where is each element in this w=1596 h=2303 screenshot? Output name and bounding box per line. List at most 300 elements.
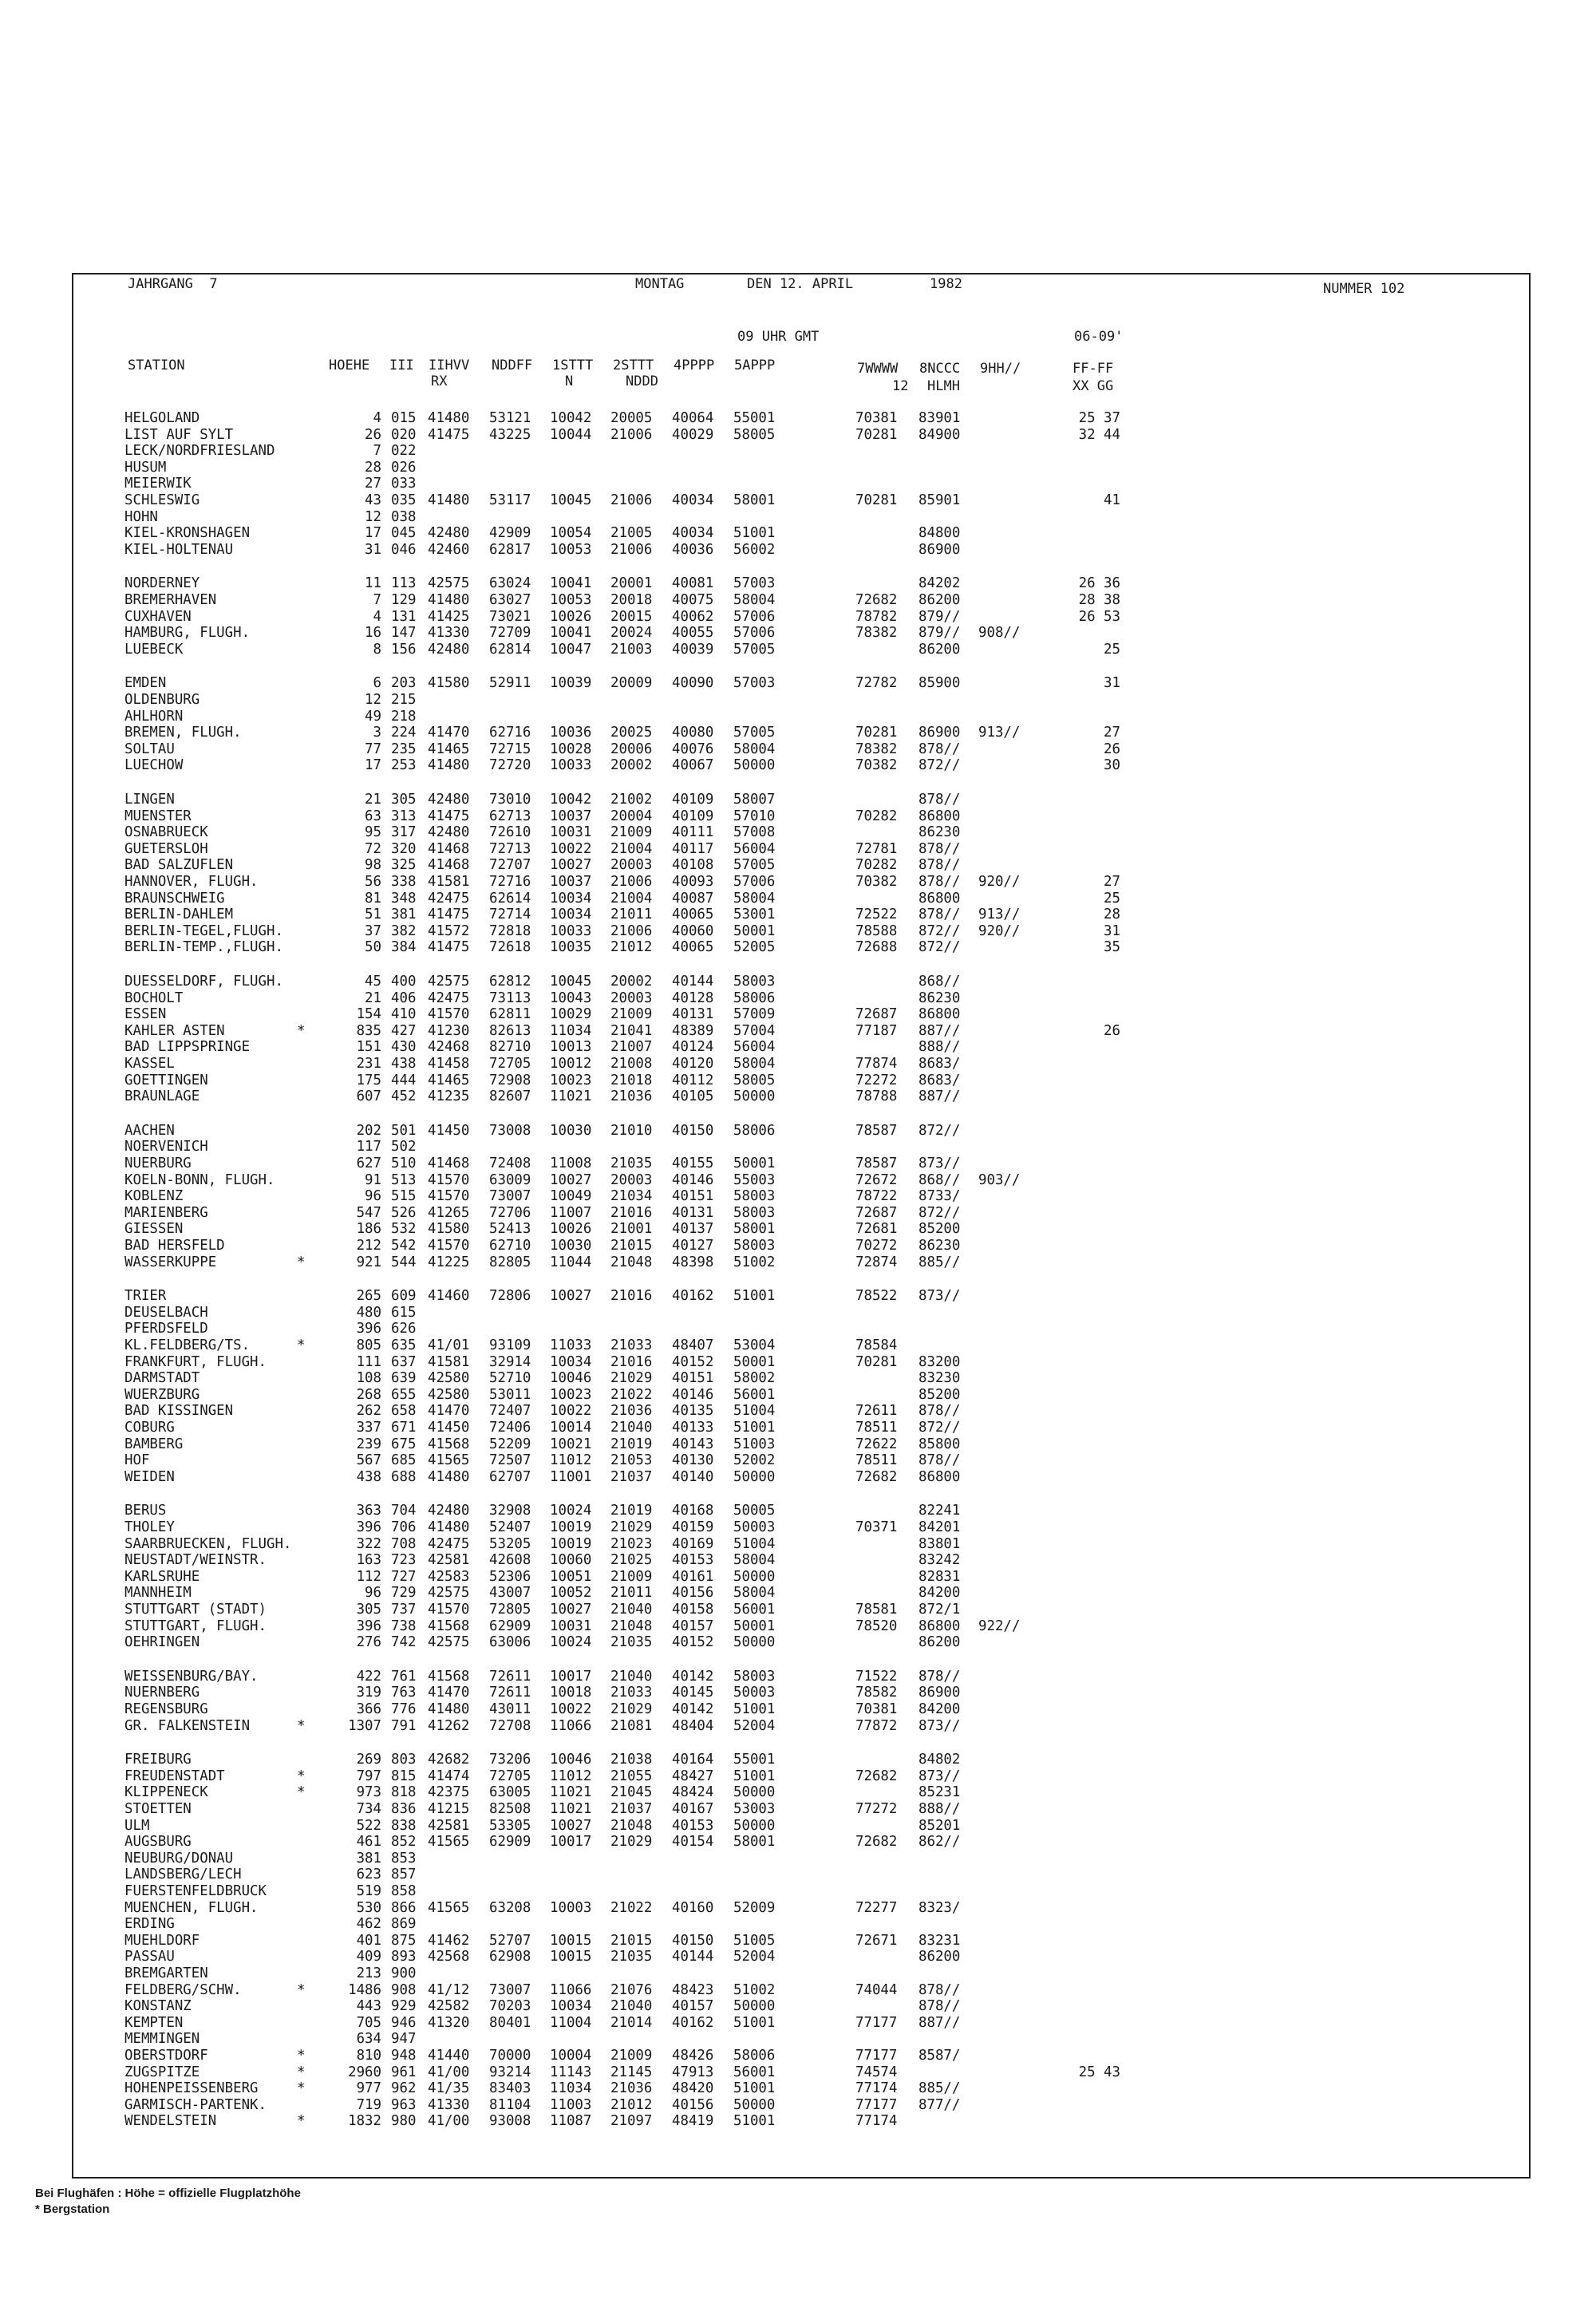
- code-v8: 8683/: [918, 1072, 961, 1088]
- code-v6: 50000: [733, 1569, 776, 1585]
- code-v2: 43011: [489, 1701, 531, 1717]
- station-height: 91: [365, 1172, 381, 1188]
- code-v6: 58003: [733, 1188, 776, 1204]
- code-v1: 41470: [428, 725, 470, 741]
- code-v4: 20002: [610, 757, 653, 773]
- code-v8: 83230: [918, 1370, 961, 1386]
- station-name: AUGSBURG: [124, 1834, 192, 1850]
- code-v1: 41565: [428, 1452, 470, 1468]
- station-height: 43: [365, 492, 381, 508]
- code-v3: 11001: [550, 1469, 592, 1485]
- code-v1: 41568: [428, 1669, 470, 1685]
- station-name: NEUSTADT/WEINSTR.: [124, 1552, 267, 1568]
- station-id: 615: [391, 1305, 417, 1321]
- station-name: NUERBURG: [124, 1155, 192, 1171]
- table-row: [0, 874, 1197, 890]
- station-height: 96: [365, 1585, 381, 1601]
- station-id: 348: [391, 891, 417, 907]
- code-v1: 41230: [428, 1023, 470, 1039]
- code-v4: 21018: [610, 1072, 653, 1088]
- code-v3: 10035: [550, 939, 592, 955]
- code-v8: 86200: [918, 592, 961, 608]
- station-name: MUEHLDORF: [124, 1933, 200, 1949]
- code-v4: 21041: [610, 1023, 653, 1039]
- station-height: 396: [356, 1618, 381, 1634]
- station-height: 3: [373, 725, 381, 741]
- col-iii: III: [389, 357, 414, 373]
- station-name: HANNOVER, FLUGH.: [124, 874, 259, 890]
- code-v1: 41570: [428, 1006, 470, 1022]
- station-id: 253: [391, 757, 417, 773]
- code-v2: 82508: [489, 1801, 531, 1817]
- station-id: 961: [391, 2064, 417, 2080]
- code-v1: 41480: [428, 1469, 470, 1485]
- station-height: 734: [356, 1801, 381, 1817]
- code-v5: 40143: [672, 1436, 714, 1452]
- station-height: 4: [373, 410, 381, 426]
- code-v3: 10053: [550, 542, 592, 558]
- code-v3: 11021: [550, 1784, 592, 1800]
- station-height: 627: [356, 1155, 381, 1171]
- code-v6: 58003: [733, 1238, 776, 1254]
- station-id: 852: [391, 1834, 417, 1850]
- code-v6: 51003: [733, 1436, 776, 1452]
- code-v2: 82613: [489, 1023, 531, 1039]
- station-name: WASSERKUPPE: [124, 1254, 217, 1270]
- table-row: [0, 1238, 1197, 1254]
- code-v6: 58004: [733, 741, 776, 757]
- wind-gust: 28: [1104, 907, 1120, 922]
- station-name: BAMBERG: [124, 1436, 184, 1452]
- station-name: ESSEN: [124, 1006, 167, 1022]
- code-v7: 77177: [855, 2015, 898, 2031]
- table-row: [0, 824, 1197, 840]
- code-v3: 10053: [550, 592, 592, 608]
- station-height: 381: [356, 1851, 381, 1866]
- code-v4: 21019: [610, 1503, 653, 1519]
- code-v1: 41262: [428, 1718, 470, 1734]
- code-v4: 21029: [610, 1701, 653, 1717]
- code-v2: 72720: [489, 757, 531, 773]
- wind-gust: 26: [1104, 1023, 1120, 1039]
- station-height: 973: [356, 1784, 381, 1800]
- station-name: MUENCHEN, FLUGH.: [124, 1900, 259, 1916]
- wind-gust: 25: [1104, 642, 1120, 658]
- table-row: [0, 476, 1197, 492]
- code-v5: 40161: [672, 1569, 714, 1585]
- code-v4: 21008: [610, 1056, 653, 1072]
- code-v2: 53121: [489, 410, 531, 426]
- station-id: 729: [391, 1585, 417, 1601]
- code-v7: 70281: [855, 492, 898, 508]
- code-v7: 77874: [855, 1056, 898, 1072]
- code-v2: 63024: [489, 575, 531, 591]
- code-v3: 10021: [550, 1436, 592, 1452]
- code-v5: 40080: [672, 725, 714, 741]
- code-v1: 42682: [428, 1752, 470, 1768]
- code-v8: 873//: [918, 1768, 961, 1784]
- code-v3: 10034: [550, 1998, 592, 2014]
- code-v8: 873//: [918, 1288, 961, 1304]
- code-v5: 40127: [672, 1238, 714, 1254]
- code-v3: 11143: [550, 2064, 592, 2080]
- station-name: WEISSENBURG/BAY.: [124, 1669, 259, 1685]
- station-name: MEMMINGEN: [124, 2031, 200, 2047]
- station-id: 544: [391, 1254, 417, 1270]
- code-v8: 878//: [918, 1403, 961, 1419]
- table-row: [0, 460, 1197, 476]
- station-id: 900: [391, 1965, 417, 1981]
- code-v6: 53003: [733, 1801, 776, 1817]
- station-height: 409: [356, 1949, 381, 1965]
- code-v8: 8683/: [918, 1056, 961, 1072]
- code-v5: 40157: [672, 1998, 714, 2014]
- code-v2: 72408: [489, 1155, 531, 1171]
- code-v8: 878//: [918, 841, 961, 857]
- code-v8: 86200: [918, 1949, 961, 1965]
- code-v7: 72682: [855, 592, 898, 608]
- code-v5: 40034: [672, 492, 714, 508]
- table-row: [0, 1139, 1197, 1155]
- col-5appp: 5APPP: [734, 357, 776, 373]
- code-v8: 85800: [918, 1436, 961, 1452]
- station-height: 108: [356, 1370, 381, 1386]
- station-id: 776: [391, 1701, 417, 1717]
- code-v1: 41465: [428, 1072, 470, 1088]
- col-n: N: [565, 373, 574, 389]
- code-v3: 11003: [550, 2097, 592, 2113]
- code-v2: 53205: [489, 1536, 531, 1552]
- station-name: WEIDEN: [124, 1469, 175, 1485]
- code-v5: 40144: [672, 974, 714, 990]
- code-v2: 73010: [489, 792, 531, 808]
- code-v8: 878//: [918, 857, 961, 873]
- code-v5: 40090: [672, 675, 714, 691]
- code-v7: 70281: [855, 427, 898, 443]
- code-v7: 70381: [855, 1701, 898, 1717]
- code-v8: 872/1: [918, 1602, 961, 1618]
- station-height: 11: [365, 575, 381, 591]
- code-v6: 57005: [733, 642, 776, 658]
- code-v4: 21016: [610, 1288, 653, 1304]
- table-row: [0, 907, 1197, 922]
- table-row: [0, 990, 1197, 1006]
- station-height: 49: [365, 709, 381, 725]
- station-id: 869: [391, 1916, 417, 1932]
- code-v7: 72682: [855, 1768, 898, 1784]
- code-v6: 53004: [733, 1337, 776, 1353]
- station-name: CUXHAVEN: [124, 609, 192, 625]
- station-height: 262: [356, 1403, 381, 1419]
- station-id: 515: [391, 1188, 417, 1204]
- code-v8: 887//: [918, 1023, 961, 1039]
- table-row: [0, 1618, 1197, 1634]
- code-v8: 868//: [918, 1172, 961, 1188]
- station-height: 623: [356, 1866, 381, 1882]
- code-v7: 78588: [855, 923, 898, 939]
- code-v1: 41465: [428, 741, 470, 757]
- code-v1: 41475: [428, 907, 470, 922]
- code-v5: 40081: [672, 575, 714, 591]
- code-v8: 82241: [918, 1503, 961, 1519]
- code-v6: 52004: [733, 1718, 776, 1734]
- code-v9: 913//: [978, 907, 1021, 922]
- station-id: 727: [391, 1569, 417, 1585]
- code-v8: 86800: [918, 891, 961, 907]
- code-v7: 78782: [855, 609, 898, 625]
- code-v5: 40036: [672, 542, 714, 558]
- code-v1: 42580: [428, 1370, 470, 1386]
- code-v6: 58004: [733, 1552, 776, 1568]
- code-v1: 41462: [428, 1933, 470, 1949]
- code-v2: 72713: [489, 841, 531, 857]
- station-id: 502: [391, 1139, 417, 1155]
- code-v4: 21045: [610, 1784, 653, 1800]
- station-height: 835: [356, 1023, 381, 1039]
- station-height: 45: [365, 974, 381, 990]
- code-v5: 40093: [672, 874, 714, 890]
- code-v6: 58001: [733, 492, 776, 508]
- code-v5: 40064: [672, 410, 714, 426]
- table-row: [0, 725, 1197, 741]
- code-v3: 10031: [550, 824, 592, 840]
- station-name: NEUBURG/DONAU: [124, 1851, 234, 1866]
- code-v3: 11034: [550, 1023, 592, 1039]
- code-v9: 903//: [978, 1172, 1021, 1188]
- table-row: [0, 692, 1197, 708]
- table-row: [0, 592, 1197, 608]
- station-id: 671: [391, 1420, 417, 1436]
- table-row: [0, 1685, 1197, 1701]
- station-id: 980: [391, 2113, 417, 2129]
- code-v2: 62614: [489, 891, 531, 907]
- code-v8: 872//: [918, 923, 961, 939]
- code-v1: 41581: [428, 1354, 470, 1370]
- code-v2: 72714: [489, 907, 531, 922]
- code-v7: 78584: [855, 1337, 898, 1353]
- station-name: ULM: [124, 1818, 150, 1834]
- col-hlmh: HLMH: [927, 378, 960, 394]
- station-name: FUERSTENFELDBRUCK: [124, 1883, 267, 1899]
- code-v4: 21006: [610, 427, 653, 443]
- station-id: 384: [391, 939, 417, 955]
- code-v7: 72611: [855, 1403, 898, 1419]
- code-v3: 10012: [550, 1056, 592, 1072]
- code-v1: 41425: [428, 609, 470, 625]
- station-name: HOHN: [124, 509, 158, 525]
- station-height: 21: [365, 990, 381, 1006]
- table-row: [0, 1634, 1197, 1650]
- code-v3: 11066: [550, 1718, 592, 1734]
- code-v6: 56001: [733, 1602, 776, 1618]
- station-height: 461: [356, 1834, 381, 1850]
- table-row: [0, 609, 1197, 625]
- code-v4: 20018: [610, 592, 653, 608]
- station-id: 325: [391, 857, 417, 873]
- wind-gust: 25: [1104, 891, 1120, 907]
- code-v3: 10034: [550, 1354, 592, 1370]
- code-v7: 70382: [855, 874, 898, 890]
- code-v4: 21007: [610, 1039, 653, 1055]
- code-v3: 10004: [550, 2048, 592, 2064]
- table-row: [0, 1006, 1197, 1022]
- station-name: BAD KISSINGEN: [124, 1403, 234, 1419]
- col-8nccc: 8NCCC: [919, 361, 961, 377]
- station-height: 77: [365, 741, 381, 757]
- code-v2: 82805: [489, 1254, 531, 1270]
- code-v4: 21076: [610, 1982, 653, 1998]
- station-height: 112: [356, 1569, 381, 1585]
- station-height: 213: [356, 1965, 381, 1981]
- table-row: [0, 2015, 1197, 2031]
- code-v1: 41330: [428, 625, 470, 641]
- code-v6: 58004: [733, 1585, 776, 1601]
- code-v6: 51001: [733, 1288, 776, 1304]
- station-id: 129: [391, 592, 417, 608]
- station-id: 704: [391, 1503, 417, 1519]
- code-v7: 77174: [855, 2080, 898, 2096]
- code-v1: 41480: [428, 410, 470, 426]
- mountain-marker: *: [297, 2064, 306, 2080]
- code-v2: 62812: [489, 974, 531, 990]
- code-v7: 70272: [855, 1238, 898, 1254]
- station-height: 276: [356, 1634, 381, 1650]
- station-name: FREUDENSTADT: [124, 1768, 225, 1784]
- code-v1: 41470: [428, 1685, 470, 1701]
- station-name: TRIER: [124, 1288, 167, 1304]
- code-v8: 83801: [918, 1536, 961, 1552]
- table-row: [0, 1602, 1197, 1618]
- code-v6: 51001: [733, 1701, 776, 1717]
- station-height: 396: [356, 1519, 381, 1535]
- station-name: MUENSTER: [124, 808, 192, 824]
- station-height: 8: [373, 642, 381, 658]
- code-v3: 10022: [550, 1403, 592, 1419]
- station-id: 381: [391, 907, 417, 922]
- station-id: 893: [391, 1949, 417, 1965]
- table-row: [0, 857, 1197, 873]
- mountain-marker: *: [297, 1768, 306, 1784]
- code-v8: 85231: [918, 1784, 961, 1800]
- code-v7: 78520: [855, 1618, 898, 1634]
- station-height: 810: [356, 2048, 381, 2064]
- code-v5: 40145: [672, 1685, 714, 1701]
- station-id: 818: [391, 1784, 417, 1800]
- code-v8: 878//: [918, 907, 961, 922]
- code-v5: 40087: [672, 891, 714, 907]
- code-v5: 40159: [672, 1519, 714, 1535]
- code-v4: 21002: [610, 792, 653, 808]
- code-v5: 40160: [672, 1900, 714, 1916]
- station-id: 022: [391, 443, 417, 459]
- wind-gust: 32 44: [1078, 427, 1120, 443]
- station-id: 382: [391, 923, 417, 939]
- code-v4: 21006: [610, 542, 653, 558]
- table-row: [0, 1039, 1197, 1055]
- code-v6: 57004: [733, 1023, 776, 1039]
- code-v4: 20003: [610, 857, 653, 873]
- code-v1: 41468: [428, 1155, 470, 1171]
- code-v6: 50000: [733, 1784, 776, 1800]
- station-name: WUERZBURG: [124, 1387, 200, 1403]
- code-v7: 72687: [855, 1205, 898, 1221]
- station-name: BREMERHAVEN: [124, 592, 217, 608]
- station-name: THOLEY: [124, 1519, 175, 1535]
- station-id: 427: [391, 1023, 417, 1039]
- station-id: 875: [391, 1933, 417, 1949]
- station-name: ERDING: [124, 1916, 175, 1932]
- code-v8: 879//: [918, 625, 961, 641]
- code-v2: 63006: [489, 1634, 531, 1650]
- code-v3: 10018: [550, 1685, 592, 1701]
- code-v2: 52911: [489, 675, 531, 691]
- code-v1: 42375: [428, 1784, 470, 1800]
- code-v3: 10036: [550, 725, 592, 741]
- code-v5: 40150: [672, 1933, 714, 1949]
- code-v7: 72782: [855, 675, 898, 691]
- code-v6: 50000: [733, 1998, 776, 2014]
- station-height: 98: [365, 857, 381, 873]
- code-v5: 40109: [672, 792, 714, 808]
- code-v9: 922//: [978, 1618, 1021, 1634]
- table-row: [0, 1420, 1197, 1436]
- code-v5: 40152: [672, 1634, 714, 1650]
- code-v6: 56002: [733, 542, 776, 558]
- station-height: 480: [356, 1305, 381, 1321]
- code-v8: 862//: [918, 1834, 961, 1850]
- table-row: [0, 923, 1197, 939]
- station-name: GIESSEN: [124, 1221, 184, 1237]
- code-v1: 42581: [428, 1552, 470, 1568]
- station-height: 16: [365, 625, 381, 641]
- code-v6: 57008: [733, 824, 776, 840]
- code-v5: 40167: [672, 1801, 714, 1817]
- station-name: KIEL-KRONSHAGEN: [124, 525, 251, 541]
- code-v6: 50001: [733, 1618, 776, 1634]
- table-row: [0, 1387, 1197, 1403]
- code-v8: 878//: [918, 1669, 961, 1685]
- code-v2: 72705: [489, 1056, 531, 1072]
- code-v5: 40055: [672, 625, 714, 641]
- code-v8: 86230: [918, 824, 961, 840]
- col-12: 12: [892, 378, 909, 394]
- table-row: [0, 509, 1197, 525]
- code-v8: 82831: [918, 1569, 961, 1585]
- code-v8: 872//: [918, 939, 961, 955]
- code-v2: 63208: [489, 1900, 531, 1916]
- code-v8: 85200: [918, 1221, 961, 1237]
- code-v7: 72272: [855, 1072, 898, 1088]
- table-row: [0, 1916, 1197, 1932]
- station-height: 977: [356, 2080, 381, 2096]
- code-v6: 50001: [733, 1155, 776, 1171]
- station-height: 2960: [348, 2064, 381, 2080]
- code-v7: 71522: [855, 1669, 898, 1685]
- code-v7: 72688: [855, 939, 898, 955]
- station-id: 853: [391, 1851, 417, 1866]
- code-v8: 878//: [918, 874, 961, 890]
- code-v3: 10046: [550, 1370, 592, 1386]
- code-v5: 40150: [672, 1123, 714, 1139]
- code-v3: 11012: [550, 1452, 592, 1468]
- station-height: 401: [356, 1933, 381, 1949]
- station-height: 96: [365, 1188, 381, 1204]
- code-v6: 50001: [733, 923, 776, 939]
- station-id: 946: [391, 2015, 417, 2031]
- code-v8: 83200: [918, 1354, 961, 1370]
- station-height: 186: [356, 1221, 381, 1237]
- station-name: AACHEN: [124, 1123, 175, 1139]
